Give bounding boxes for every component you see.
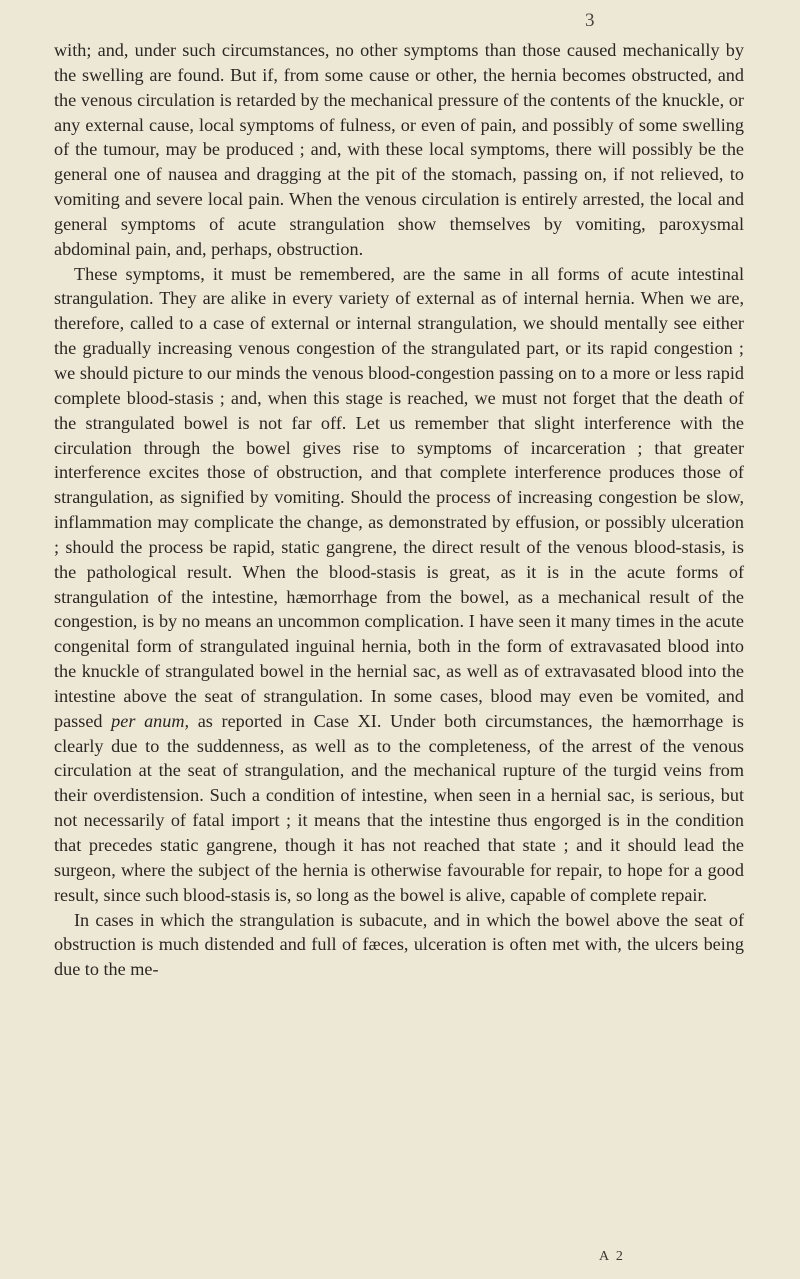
paragraph-2-tail: as reported in Case XI. Under both circumstances, the hæmorrhage is clearly due to the suddenness, as well as to the completeness, of the arrest of the venous circulation at the seat of strangulation, and the mechanical rupture of the turgid veins from their overdistension. Such a condition of intestine, when seen in a hernial sac, is serious, but not necessarily of fatal import ; it means that the intestine thus engorged is in the condition that precedes static gangrene, though it has not reached that state ; and it should lead the surgeon, where the subject of the hernia is otherwise favourable for repair, to hope for a good result, since such blood-stasis is, so long as the bowel is alive, capable of complete repair. [54, 710, 744, 905]
paragraph-2-text: These symptoms, it must be remembered, are the same in all forms of acute intestinal strangulation. They are alike in every variety of external as of internal hernia. When we are, therefore, called to a case of external or internal strangulation, we should mentally see either the gradually increasing venous congestion of the strangulated part, or its rapid congestion ; we should picture to our minds the venous blood-congestion passing on to a more or less rapid complete blood-stasis ; and, when this stage is reached, we must not forget that the death of the strangulated bowel is not far off. Let us remember that slight interference with the circulation through the bowel gives rise to symptoms of incarceration ; that greater interference excites those of obstruction, and that complete interference produces those of strangulation, as signified by vomiting. Should the process of increasing congestion be slow, inflammation may complicate the change, as demonstrated by effusion, or possibly ulceration ; should the process be rapid, static gangrene, the direct result of the venous blood-stasis, is the pathological result. When the blood-stasis is great, as it is in the acute forms of strangulation of the intestine, hæmorrhage from the bowel, as a mechanical result of the congestion, is by no means an uncommon complication. I have seen it many times in the acute congenital form of strangulated inguinal hernia, both in the form of extravasated blood into the knuckle of strangulated bowel in the hernial sac, as well as of extravasated blood into the intestine above the seat of strangulation. In some cases, blood may even be vomited, and passed [54, 263, 744, 731]
paragraph-2 [54, 262, 744, 908]
body-text [54, 38, 744, 982]
paragraph-3: In cases in which the strangulation is subacute, and in which the bowel above the seat of obstruction is much distended and full of fæces, ulceration is often met with, the ulcers being due to the me- [54, 909, 744, 980]
paragraph-2-italic: per anum, [111, 710, 190, 731]
page-number: 3 [585, 10, 595, 31]
paragraph-1: with; and, under such circumstances, no other symptoms than those caused mechanically by the swelling are found. But if, from some cause or other, the hernia becomes obstructed, and the venous circulation is retarded by the mechanical pressure of the contents of the knuckle, or any external cause, local symptoms of fulness, or even of pain, and possibly of some swelling of the tumour, may be produced ; and, with these local symptoms, there will possibly be the general one of nausea and dragging at the pit of the stomach, passing on, if not relieved, to vomiting and severe local pain. When the venous circulation is entirely arrested, the local and general symptoms of acute strangulation show themselves by vomiting, paroxysmal abdominal pain, and, perhaps, obstruction. [54, 40, 744, 259]
signature-mark: A 2 [599, 1249, 625, 1264]
